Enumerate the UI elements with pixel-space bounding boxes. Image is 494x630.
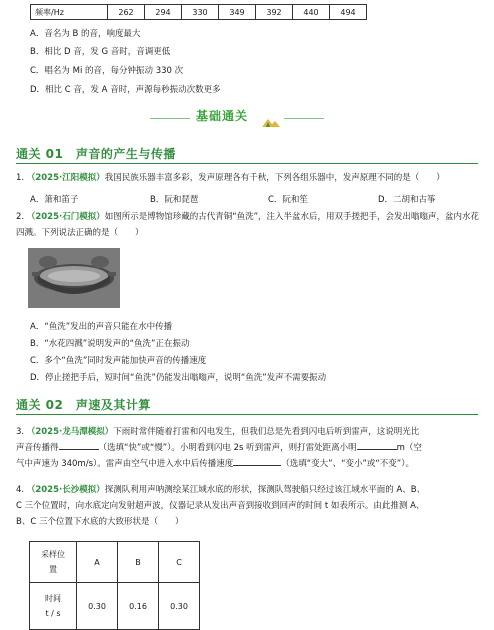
question-text: 气中声速为 340m/s）。雷声由空气中进入水中后传播速度 [16, 459, 234, 469]
table-header-cell [30, 542, 77, 583]
question-text: （选填“变大”、“变小”或“不变”）。 [281, 459, 414, 469]
sample-table [29, 541, 200, 630]
source-tag: （2025·龙马潭模拟） [26, 427, 114, 437]
table-cell: 0.30 [159, 583, 200, 630]
section-heading-2: 通关 02 声速及其计算 [16, 398, 151, 412]
cell-text: 采样位 [41, 550, 65, 559]
question-number: 1. [16, 173, 25, 183]
table-header-cell: C [159, 542, 200, 583]
prev-option-d: D．相比 C 音，发 A 音时，声源每秒振动次数更多 [30, 85, 221, 95]
frequency-table [30, 4, 367, 20]
cell-text: 时间 [45, 594, 61, 603]
banner-divider-right [284, 118, 324, 119]
answer-blank[interactable] [357, 440, 397, 450]
option-c: C．多个“鱼洗”同时发声能加快声音的传播速度 [30, 356, 207, 366]
prev-option-c: C．唱名为 Mi 的音，每分钟振动 330 次 [30, 66, 184, 76]
question-text: 声音传播得 [16, 443, 59, 453]
table-cell: 330 [182, 5, 219, 20]
question-2 [16, 209, 480, 241]
option-b: B．“水花四溅”说明发声的“鱼洗”正在振动 [30, 339, 190, 349]
table-cell: 440 [293, 5, 330, 20]
answer-blank[interactable] [59, 440, 99, 450]
section-underline [16, 414, 478, 415]
question-text: m（空 [396, 443, 422, 453]
question-line [16, 440, 480, 456]
answer-blank[interactable] [233, 456, 281, 466]
option-d: D．停止搓把手后，短时间“鱼洗”仍能发出嗡嗡声，说明“鱼洗”发声不需要振动 [30, 373, 327, 383]
question-number: 3. [16, 427, 25, 437]
question-4 [16, 482, 480, 530]
banner-divider-left [150, 118, 190, 119]
question-text: （选填“快”或“慢”）。小明看到闪电 2s 听到雷声，则打雷处距离小明 [98, 443, 357, 453]
prev-option-b: B．相比 D 音，发 G 音时，音调更低 [30, 47, 171, 57]
table-row [30, 583, 200, 630]
question-line [16, 456, 480, 472]
cell-text: t / s [45, 609, 61, 618]
section-heading-1: 通关 01 声音的产生与传播 [16, 147, 176, 161]
question-line [16, 424, 480, 440]
source-tag: （2025·石门模拟） [26, 212, 105, 222]
prev-option-a: A．音名为 B 的音，响度最大 [30, 29, 141, 39]
bronze-basin-photo [28, 248, 120, 308]
table-row [31, 5, 367, 20]
table-header-cell: B [118, 542, 159, 583]
question-line: B、C 三个位置下水底的大致形状是（ ） [16, 517, 184, 527]
table-cell: 392 [256, 5, 293, 20]
section-underline [16, 163, 478, 164]
table-cell: 349 [219, 5, 256, 20]
source-tag: （2025·长沙模拟） [26, 485, 105, 495]
table-header-cell [30, 583, 77, 630]
option-b: B．阮和琵琶 [150, 195, 199, 205]
question-line [16, 482, 480, 498]
table-header-cell: 频率/Hz [31, 5, 108, 20]
question-number: 2. [16, 212, 25, 222]
table-cell: 294 [145, 5, 182, 20]
table-cell: 0.30 [77, 583, 118, 630]
table-cell: 494 [330, 5, 367, 20]
option-c: C．阮和笙 [268, 195, 308, 205]
option-a: A．箫和笛子 [30, 195, 79, 205]
source-tag: （2025·江阳模拟） [26, 173, 105, 183]
banner-title: 基础通关 [196, 109, 249, 123]
table-row [30, 542, 200, 583]
option-a: A．“鱼洗”发出的声音只能在水中传播 [30, 322, 173, 332]
question-line: C 三个位置时，向水底定向发射超声波，仪器记录从发出声音到接收到回声的时间 t 如表所示。由此推测 A、 [16, 501, 425, 511]
table-header-cell: A [77, 542, 118, 583]
cell-text: 置 [49, 565, 57, 574]
table-cell: 262 [108, 5, 145, 20]
mountain-icon [262, 117, 280, 130]
table-cell: 0.16 [118, 583, 159, 630]
question-number: 4. [16, 485, 25, 495]
question-text: 探测队利用声呐测绘某江域水底的形状，探测队驾驶船只经过该江域水平面的 A、B、 [104, 485, 426, 495]
option-d: D．二胡和古筝 [378, 195, 436, 205]
question-text: 如图所示是博物馆珍藏的古代青铜“鱼洗”，注入半盆水后，用双手搓把手，会发出嗡嗡声，盆内水花四溅。下列说法正确的是（ ） [16, 212, 480, 238]
question-text: 我国民族乐器丰富多彩，发声原理各有千秋，下列各组乐器中，发声原理不同的是（ ） [104, 173, 445, 183]
question-text: 下雨时常伴随着打雷和闪电发生，但我们总是先看到闪电后听到雷声，这说明光比 [113, 427, 420, 437]
question-3 [16, 424, 480, 472]
question-1 [16, 170, 480, 186]
